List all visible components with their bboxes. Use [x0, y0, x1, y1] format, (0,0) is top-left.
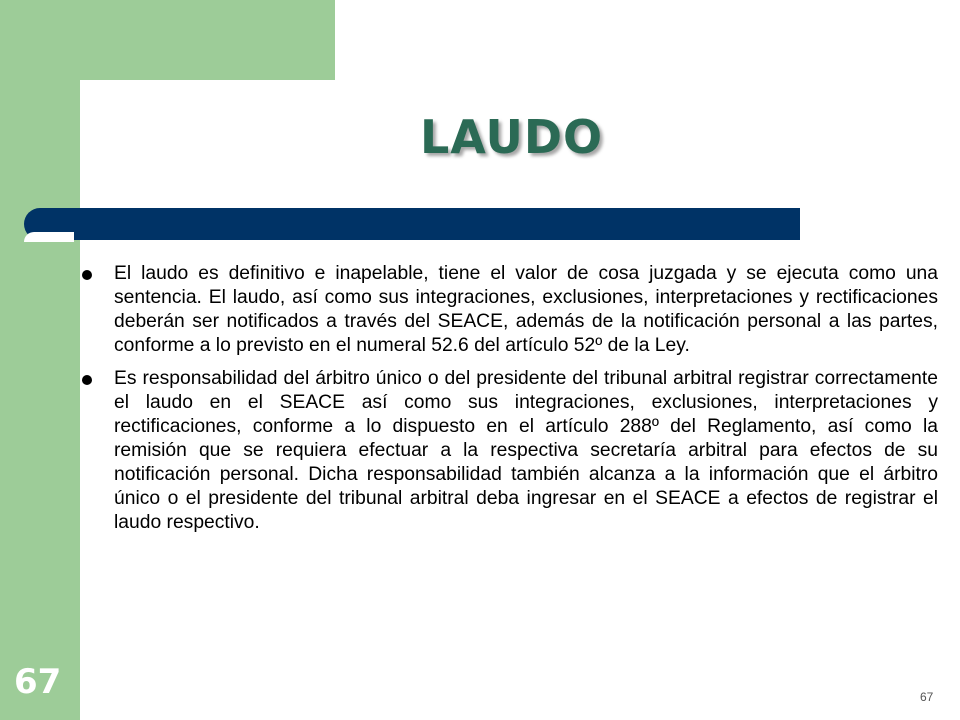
title-underline-bar — [24, 208, 800, 240]
slide-number-large: 67 — [14, 662, 62, 702]
left-decorative-band — [0, 0, 80, 720]
bullet-item — [76, 262, 938, 358]
bullet-list — [76, 262, 938, 544]
bullet-dot-icon — [82, 270, 92, 280]
bullet-text: El laudo es definitivo e inapelable, tiene el valor de cosa juzgada y se ejecuta como una sentencia. El laudo, así como sus integraciones, exclusiones, interpretaciones y rectificaciones deberán ser notificados a través del SEACE, además de la notificación personal a las partes, conforme a lo previsto en el numeral 52.6 del artículo 52º de la Ley. — [114, 263, 938, 356]
title-bar-notch — [24, 232, 74, 242]
bullet-text: Es responsabilidad del árbitro único o del presidente del tribunal arbitral registrar correctamente el laudo en el SEACE así como sus integraciones, exclusiones, interpretaciones y rectificaciones, conforme a lo dispuesto en el artículo 288º del Reglamento, así como la remisión que se requiera efectuar a la respectiva secretaría arbitral para efectos de su notificación personal. Dicha responsabilidad también alcanza a la información que el árbitro único o el presidente del tribunal arbitral deba ingresar en el SEACE a efectos de registrar el laudo respectivo. — [114, 368, 938, 533]
bullet-dot-icon — [82, 375, 92, 385]
bullet-item — [76, 367, 938, 535]
slide-number-small: 67 — [920, 690, 934, 704]
top-decorative-band — [0, 0, 335, 80]
slide-title: LAUDO — [420, 110, 604, 164]
